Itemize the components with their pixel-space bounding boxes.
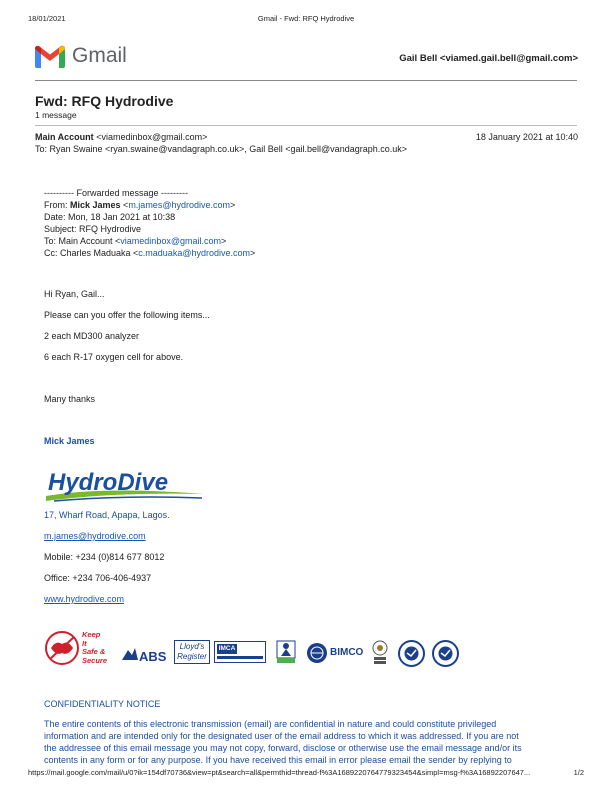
confidentiality-line-4: contents in any form or for any purpose. If you have received this email in error please email the sender by replying to bbox=[44, 755, 512, 765]
imca-strip bbox=[217, 656, 263, 659]
abs-logo-text: ABS bbox=[139, 649, 167, 664]
signature-mobile: Mobile: +234 (0)814 677 8012 bbox=[44, 552, 165, 562]
to-prefix: To: Main Account < bbox=[44, 236, 121, 246]
signature-office: Office: +234 706-406-4937 bbox=[44, 573, 152, 583]
message-recipients: To: Ryan Swaine <ryan.swaine@vandagraph.co.uk>, Gail Bell <gail.bell@vandagraph.co.uk> bbox=[35, 144, 407, 154]
gmail-logo-icon bbox=[35, 45, 65, 68]
certification-seal-1-icon bbox=[398, 640, 425, 667]
bimco-logo-text: BIMCO bbox=[330, 647, 364, 658]
sender-email[interactable]: <viamedinbox@gmail.com> bbox=[96, 132, 208, 142]
print-page-title: Gmail - Fwd: RFQ Hydrodive bbox=[257, 14, 355, 23]
keep-safe-text bbox=[82, 631, 107, 665]
forwarded-from bbox=[44, 199, 255, 211]
imca-logo bbox=[214, 641, 266, 663]
keep-safe-line-1: Keep bbox=[82, 630, 101, 639]
forwarded-separator: ---------- Forwarded message --------- bbox=[44, 188, 188, 198]
forwarded-cc bbox=[44, 247, 255, 259]
lloyds-line-2: Register bbox=[177, 652, 207, 661]
confidentiality-line-1: The entire contents of this electronic transmission (email) are confidential in nature and could constitute privileged bbox=[44, 719, 497, 729]
forwarded-from-name: Mick James bbox=[70, 200, 121, 210]
forwarded-header bbox=[44, 187, 255, 259]
message-from bbox=[35, 131, 207, 143]
lloyds-line-1: Lloyd's bbox=[179, 642, 205, 651]
lloyds-register-logo bbox=[174, 640, 210, 664]
abs-logo bbox=[120, 646, 170, 664]
certification-seal-2-icon bbox=[432, 640, 459, 667]
crest-icon bbox=[372, 640, 388, 666]
from-email-suffix: > bbox=[229, 200, 236, 210]
hydrodive-logo-text: HydroDive bbox=[48, 469, 169, 496]
body-greeting: Hi Ryan, Gail... bbox=[44, 289, 105, 299]
from-email-prefix: < bbox=[120, 200, 129, 210]
diver-badge-icon bbox=[276, 640, 296, 664]
print-date: 18/01/2021 bbox=[28, 14, 66, 23]
keep-safe-line-2: It bbox=[82, 638, 87, 648]
signature-address: 17, Wharf Road, Apapa, Lagos. bbox=[44, 510, 170, 520]
message-count: 1 message bbox=[35, 110, 77, 120]
message-date: 18 January 2021 at 10:40 bbox=[475, 132, 578, 142]
account-email: Gail Bell <viamed.gail.bell@gmail.com> bbox=[399, 53, 578, 64]
confidentiality-line-3: the addressee of this email message you may not copy, forward, disclose or otherwise use the email message and/or its bbox=[44, 743, 522, 753]
cc-prefix: Cc: Charles Maduaka < bbox=[44, 248, 139, 258]
forwarded-cc-email-link[interactable]: c.maduaka@hydrodive.com bbox=[138, 248, 250, 258]
to-suffix: > bbox=[220, 236, 227, 246]
forwarded-date: Date: Mon, 18 Jan 2021 at 10:38 bbox=[44, 212, 176, 222]
signature-email-link[interactable]: m.james@hydrodive.com bbox=[44, 531, 146, 541]
forwarded-to bbox=[44, 235, 255, 247]
hydrodive-logo bbox=[44, 468, 208, 508]
keep-safe-line-3: Safe & bbox=[82, 647, 106, 656]
globe-seal-icon bbox=[306, 642, 328, 664]
subject-divider bbox=[35, 125, 577, 126]
gmail-brand: Gmail bbox=[72, 44, 127, 67]
forwarded-to-email-link[interactable]: viamedinbox@gmail.com bbox=[120, 236, 221, 246]
thread-subject: Fwd: RFQ Hydrodive bbox=[35, 93, 174, 109]
print-footer-page: 1/2 bbox=[573, 768, 584, 777]
body-request: Please can you offer the following items... bbox=[44, 310, 210, 320]
confidentiality-body bbox=[44, 718, 522, 766]
body-item-2: 6 each R-17 oxygen cell for above. bbox=[44, 352, 184, 362]
from-label: From: bbox=[44, 200, 70, 210]
print-footer-url: https://mail.google.com/mail/u/0?ik=154df70736&view=pt&search=all&permthid=thread-f%3A1689220764779323454&simpl=msg-f%3A16892207647... bbox=[28, 768, 531, 777]
header-divider bbox=[35, 80, 577, 81]
cc-suffix: > bbox=[249, 248, 256, 258]
confidentiality-heading: CONFIDENTIALITY NOTICE bbox=[44, 699, 161, 709]
body-thanks: Many thanks bbox=[44, 394, 96, 404]
confidentiality-line-2: information and are intended only for the designated user of the email address to which it was addressed. If you are not bbox=[44, 731, 519, 741]
body-item-1: 2 each MD300 analyzer bbox=[44, 331, 140, 341]
signature-name: Mick James bbox=[44, 436, 95, 446]
keep-safe-line-4: Secure bbox=[82, 655, 108, 665]
forwarded-subject: Subject: RFQ Hydrodive bbox=[44, 224, 142, 234]
signature-website-link[interactable]: www.hydrodive.com bbox=[44, 594, 125, 604]
sender-name: Main Account bbox=[35, 132, 94, 142]
imca-logo-text: IMCA bbox=[218, 645, 236, 652]
forwarded-from-email-link[interactable]: m.james@hydrodive.com bbox=[128, 200, 230, 210]
keep-safe-lips-icon bbox=[44, 631, 80, 665]
